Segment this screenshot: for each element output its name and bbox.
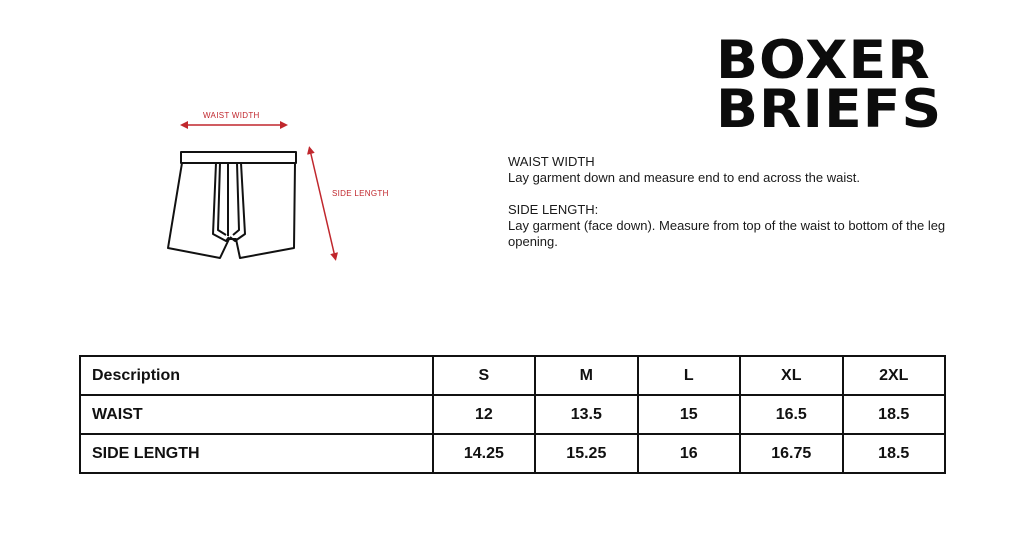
page-title (716, 30, 943, 140)
table-cell: 16.5 (740, 395, 842, 434)
measurement-diagram (150, 100, 430, 275)
table-row (80, 434, 945, 473)
garment-outline (168, 152, 296, 258)
row-label-side-length: SIDE LENGTH (80, 434, 433, 473)
column-header-s: S (433, 356, 535, 395)
table-cell: 12 (433, 395, 535, 434)
column-header-m: M (535, 356, 637, 395)
side-instruction (508, 202, 948, 250)
table-cell: 14.25 (433, 434, 535, 473)
waist-instruction (508, 154, 948, 186)
table-cell: 16 (638, 434, 740, 473)
table-cell: 18.5 (843, 434, 946, 473)
column-header-2xl: 2XL (843, 356, 946, 395)
table-cell: 18.5 (843, 395, 946, 434)
table-cell: 15.25 (535, 434, 637, 473)
boxer-briefs-illustration (150, 100, 430, 275)
table-cell: 13.5 (535, 395, 637, 434)
table-cell: 15 (638, 395, 740, 434)
column-header-l: L (638, 356, 740, 395)
side-instruction-text: Lay garment (face down). Measure from top of the waist to bottom of the leg opening. (508, 218, 946, 249)
waist-width-label: WAIST WIDTH (203, 111, 260, 120)
title-line-2: BRIEFS (716, 79, 943, 140)
table-cell: 16.75 (740, 434, 842, 473)
title-line-1: BOXER (716, 30, 931, 91)
table-row (80, 395, 945, 434)
side-length-label: SIDE LENGTH (332, 189, 389, 198)
table-header-row (80, 356, 945, 395)
measurement-instructions (508, 154, 948, 266)
waist-instruction-heading: WAIST WIDTH (508, 154, 595, 169)
column-header-xl: XL (740, 356, 842, 395)
side-instruction-heading: SIDE LENGTH: (508, 202, 599, 217)
size-chart-table (79, 355, 946, 474)
waist-instruction-text: Lay garment down and measure end to end across the waist. (508, 170, 860, 185)
side-length-arrow (310, 150, 335, 257)
column-header-description: Description (80, 356, 433, 395)
row-label-waist: WAIST (80, 395, 433, 434)
